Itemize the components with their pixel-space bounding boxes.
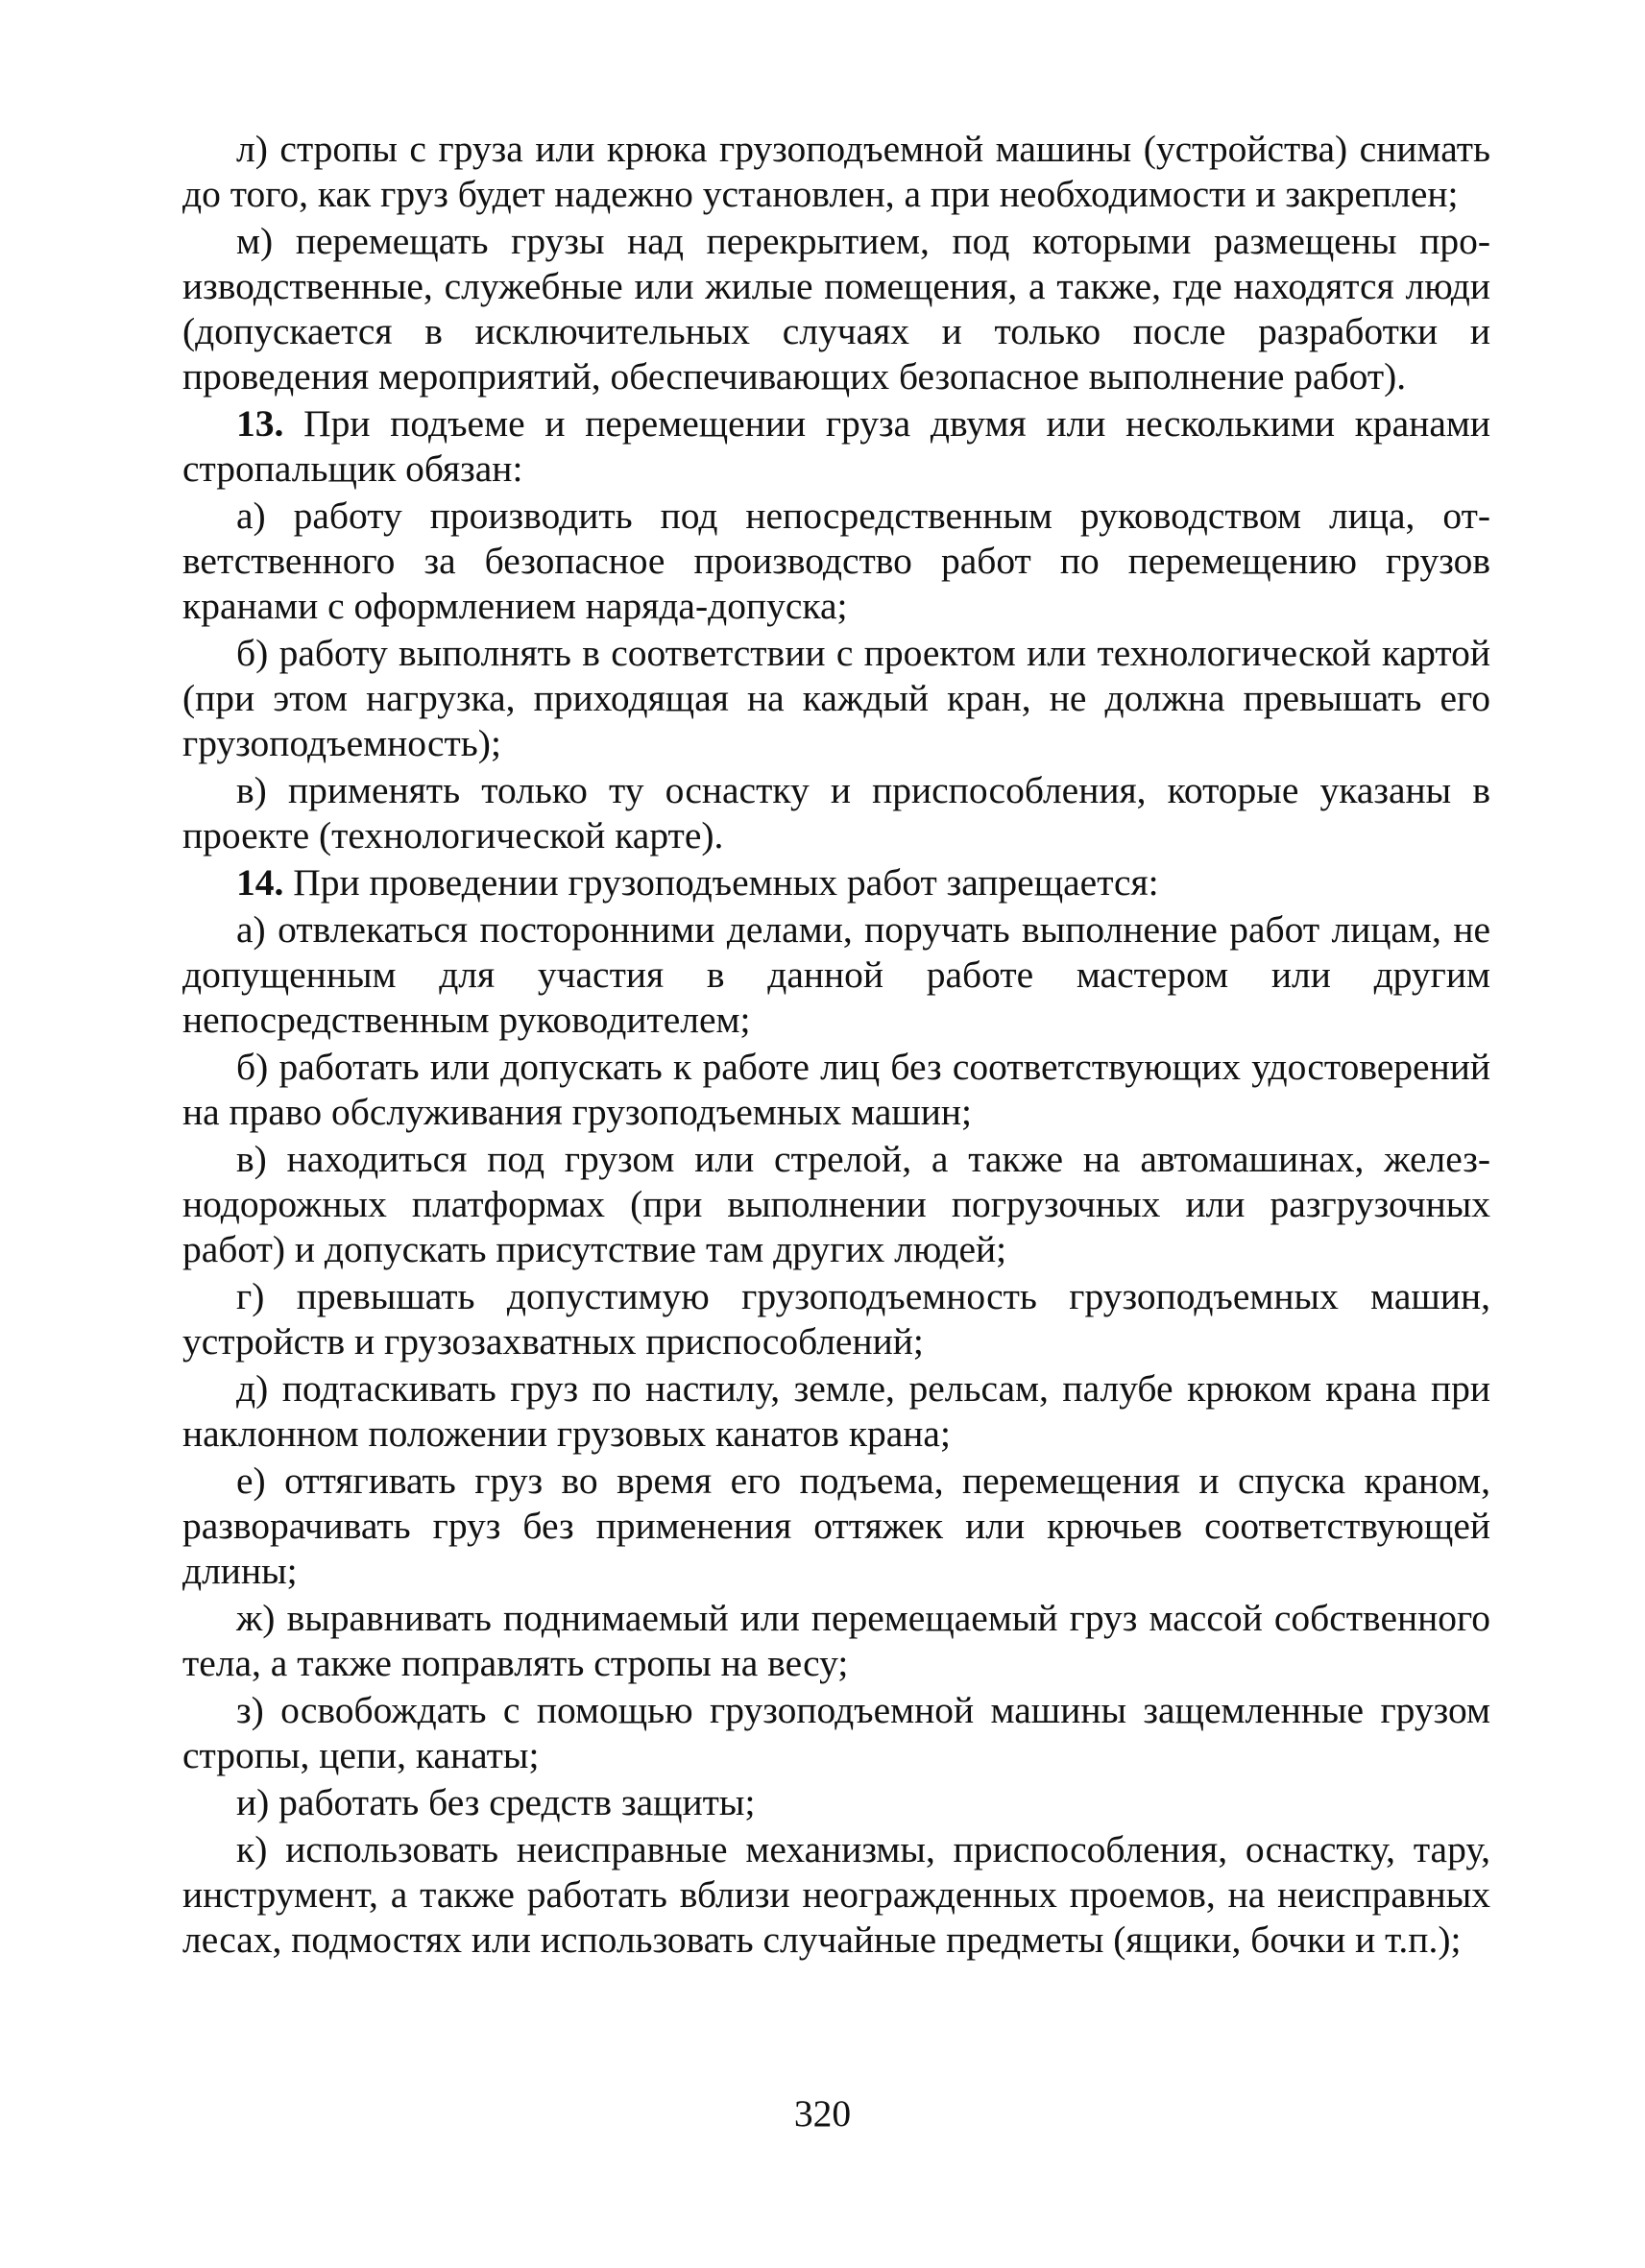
paragraph-text: м) перемещать грузы над перекрытием, под которыми размещены производственные, служебные или жилые помещения, а также, где находятся люди (допускается в исключительных случаях и только после разработки и проведения мероприятий, обеспечивающих безопасное выполнение работ). <box>182 220 1490 398</box>
paragraph-text: з) освобождать с помощью грузоподъемной машины защемленные грузом стропы, цепи, канаты; <box>182 1689 1490 1776</box>
paragraph-l <box>182 127 1490 217</box>
paragraph-text: г) превышать допустимую грузоподъемность грузоподъемных машин, устройств и грузозахватных приспособлений; <box>182 1275 1490 1363</box>
paragraph-14v <box>182 1137 1490 1272</box>
paragraph-text: е) оттягивать груз во время его подъема, перемещения и спуска краном, разворачивать груз без применения оттяжек или крючьев соответствующей длины; <box>182 1460 1490 1592</box>
paragraph-text: а) работу производить под непосредственным руководством лица, ответственного за безопасное производство работ по перемещению грузов кранами с оформлением наряда-допуска; <box>182 495 1490 627</box>
section-number: 14. <box>236 861 284 904</box>
paragraph-text: в) находиться под грузом или стрелой, а также на автомашинах, железнодорожных платформах (при выполнении погрузочных или разгрузочных работ) и допускать присутствие там других людей; <box>182 1138 1490 1270</box>
paragraph-text: При проведении грузоподъемных работ запрещается: <box>283 861 1159 904</box>
paragraph-13v <box>182 768 1490 858</box>
paragraph-text: в) применять только ту оснастку и приспособления, которые указаны в проекте (технологической карте). <box>182 769 1490 857</box>
paragraph-text: д) подтаскивать груз по настилу, земле, рельсам, палубе крюком крана при наклонном положении грузовых канатов крана; <box>182 1367 1490 1455</box>
paragraph-text: ж) выравнивать поднимаемый или перемещаемый груз массой собственного тела, а также поправлять стропы на весу; <box>182 1597 1490 1684</box>
paragraph-text: к) использовать неисправные механизмы, приспособления, оснастку, тару, инструмент, а также работать вблизи неогражденных проемов, на неисправных лесах, подмостях или использовать случайные предметы (ящики, бочки и т.п.); <box>182 1828 1490 1961</box>
document-body <box>182 127 1490 1965</box>
paragraph-text: При подъеме и перемещении груза двумя или несколькими кранами стропальщик обязан: <box>182 402 1490 490</box>
paragraph-m <box>182 219 1490 399</box>
paragraph-text: и) работать без средств защиты; <box>236 1781 756 1823</box>
paragraph-14e <box>182 1459 1490 1594</box>
paragraph-text: а) отвлекаться посторонними делами, поручать выполнение работ лицам, не допущенным для участия в данной работе мастером или другим непосредственным руководителем; <box>182 908 1490 1041</box>
paragraph-13a <box>182 494 1490 629</box>
section-13-heading <box>182 401 1490 492</box>
paragraph-14g <box>182 1274 1490 1364</box>
paragraph-14i <box>182 1780 1490 1825</box>
paragraph-14z <box>182 1688 1490 1778</box>
paragraph-text: л) стропы с груза или крюка грузоподъемной машины (устройства) снимать до того, как груз будет надежно установлен, а при необходимости и закреплен; <box>182 128 1490 215</box>
paragraph-14k <box>182 1827 1490 1963</box>
section-14-heading <box>182 860 1490 905</box>
paragraph-text: б) работать или допускать к работе лиц без соответствующих удостоверений на право обслуживания грузоподъемных машин; <box>182 1046 1490 1133</box>
paragraph-14a <box>182 907 1490 1043</box>
paragraph-text: б) работу выполнять в соответствии с проектом или технологической картой (при этом нагрузка, приходящая на каждый кран, не должна превышать его грузоподъемность); <box>182 632 1490 764</box>
paragraph-13b <box>182 631 1490 766</box>
section-number: 13. <box>236 402 284 445</box>
page-number: 320 <box>793 2092 852 2135</box>
paragraph-14d <box>182 1366 1490 1457</box>
paragraph-14b <box>182 1045 1490 1135</box>
paragraph-14zh <box>182 1596 1490 1686</box>
